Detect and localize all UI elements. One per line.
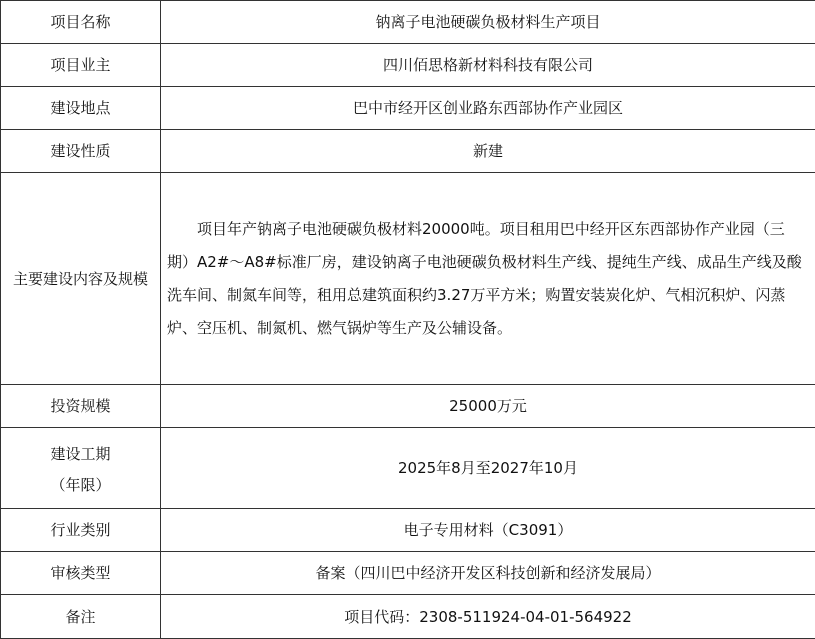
construction-period-value: 2025年8月至2027年10月 — [161, 428, 815, 509]
investment-value: 25000万元 — [161, 385, 815, 428]
project-name-label: 项目名称 — [1, 1, 161, 44]
project-owner-value: 四川佰思格新材料科技有限公司 — [161, 44, 815, 87]
review-type-value: 备案（四川巴中经济开发区科技创新和经济发展局） — [161, 552, 815, 595]
row-project-name — [1, 1, 815, 44]
remarks-value: 项目代码：2308-511924-04-01-564922 — [161, 595, 815, 639]
row-construction-period — [1, 428, 815, 509]
main-content-value — [161, 173, 815, 385]
remarks-label: 备注 — [1, 595, 161, 639]
construction-period-label-line2: （年限） — [1, 475, 160, 495]
main-content-label: 主要建设内容及规模 — [1, 173, 161, 385]
row-industry-category — [1, 509, 815, 552]
row-main-content — [1, 173, 815, 385]
industry-category-label: 行业类别 — [1, 509, 161, 552]
project-owner-label: 项目业主 — [1, 44, 161, 87]
industry-category-value: 电子专用材料（C3091） — [161, 509, 815, 552]
row-project-owner — [1, 44, 815, 87]
location-label: 建设地点 — [1, 87, 161, 130]
row-location — [1, 87, 815, 130]
construction-nature-value: 新建 — [161, 130, 815, 173]
row-remarks — [1, 595, 815, 639]
row-review-type — [1, 552, 815, 595]
investment-label: 投资规模 — [1, 385, 161, 428]
review-type-label: 审核类型 — [1, 552, 161, 595]
construction-period-label — [1, 428, 161, 509]
project-name-value: 钠离子电池硬碳负极材料生产项目 — [161, 1, 815, 44]
construction-nature-label: 建设性质 — [1, 130, 161, 173]
main-content-text: 项目年产钠离子电池硬碳负极材料20000吨。项目租用巴中经开区东西部协作产业园（三期）A2#～A8#标准厂房，建设钠离子电池硬碳负极材料生产线、提纯生产线、成品生产线及酸洗车间、制氮车间等，租用总建筑面积约3.27万平方米；购置安装炭化炉、气相沉积炉、闪蒸炉、空压机、制氮机、燃气锅炉等生产及公辅设备。 — [167, 213, 807, 345]
row-construction-nature — [1, 130, 815, 173]
location-value: 巴中市经开区创业路东西部协作产业园区 — [161, 87, 815, 130]
construction-period-label-line1: 建设工期 — [1, 444, 160, 464]
row-investment — [1, 385, 815, 428]
